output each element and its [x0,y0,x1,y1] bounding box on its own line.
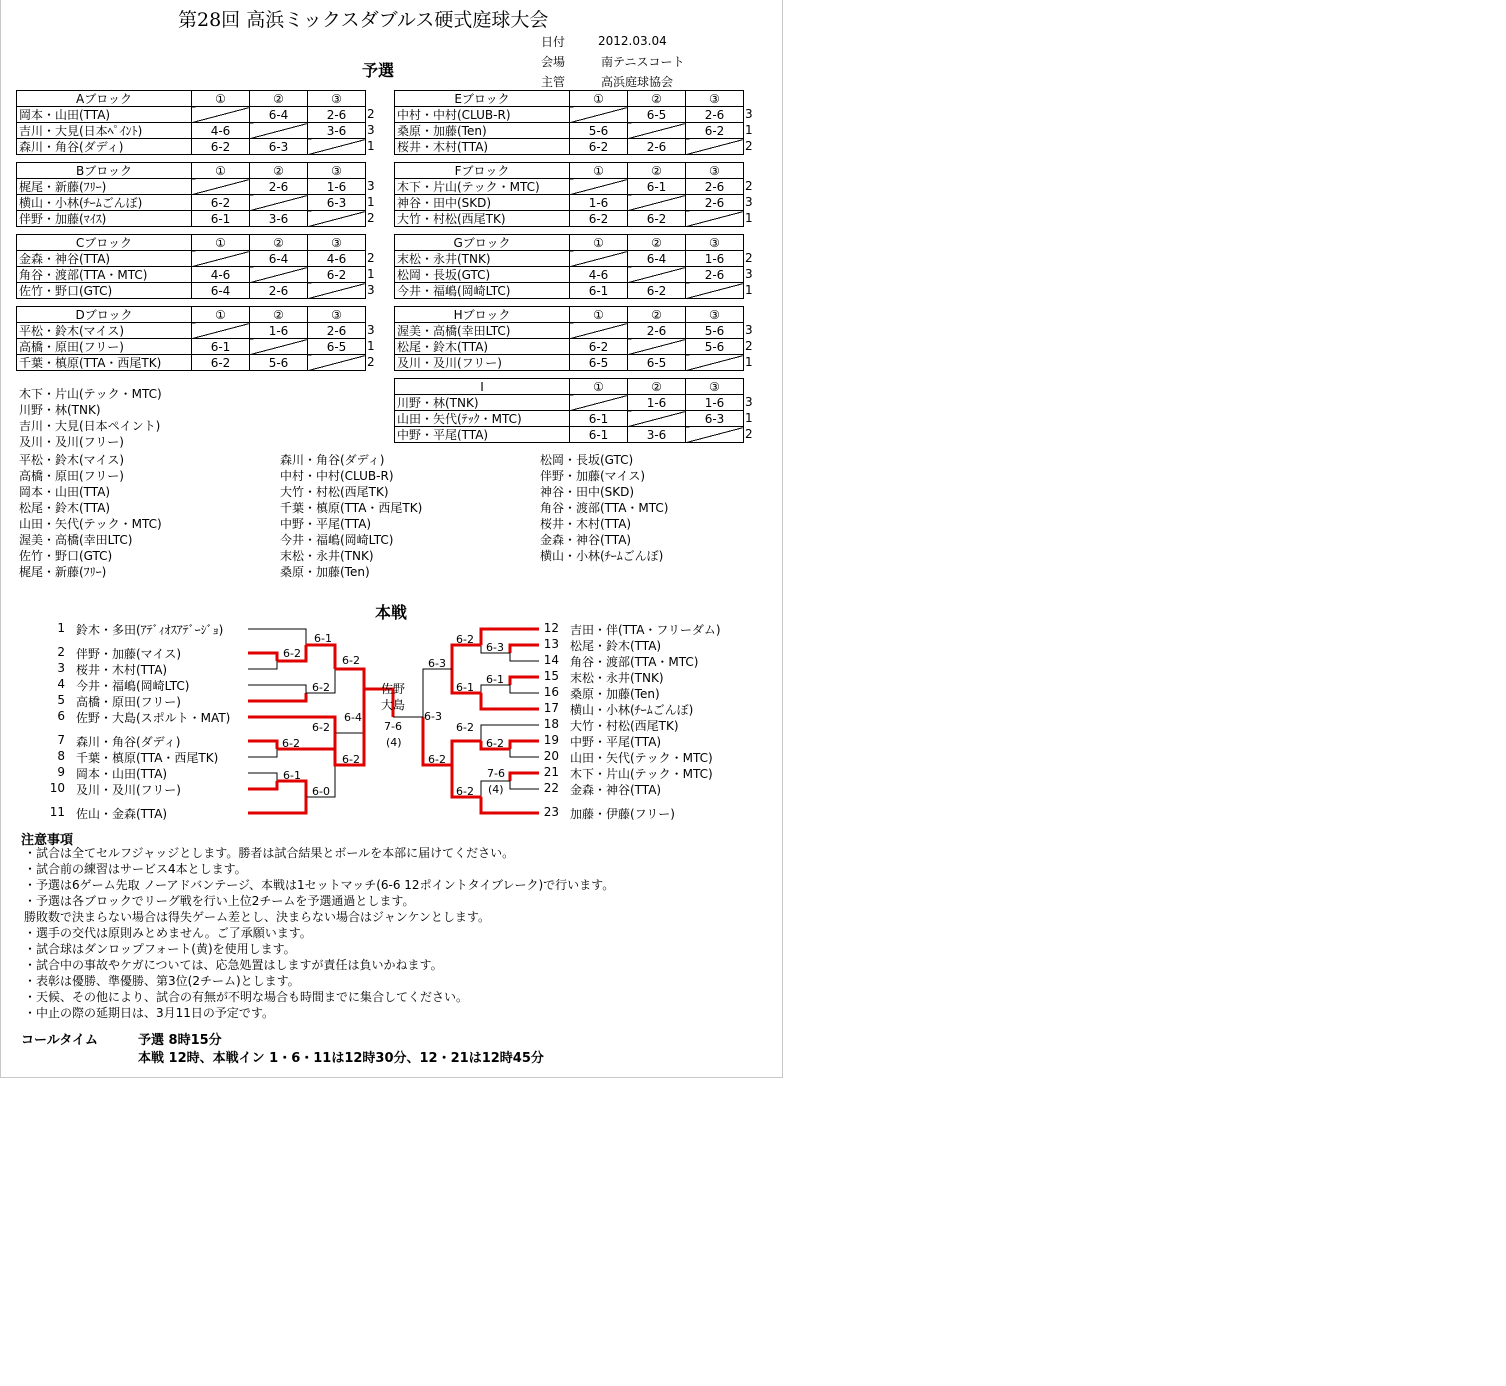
bracket-line [248,653,277,661]
block-col-header: ① [192,307,250,323]
draw-seed-number: 14 [543,653,559,667]
block-col-header: ② [250,235,308,251]
block-team-name: 松尾・鈴木(TTA) [395,339,570,355]
draw-player-name: 及川・及川(フリー) [76,783,181,797]
block-team-name: 平松・鈴木(マイス) [17,323,192,339]
block-score-cell: 6-5 [628,107,686,123]
block-rank: 3 [745,395,753,409]
block-col-header: ③ [686,379,744,395]
bracket-line [248,797,306,813]
bracket-line [248,781,277,789]
date-value: 2012.03.04 [598,34,667,48]
block-col-header: ③ [686,307,744,323]
block-score-cell: 6-2 [308,267,366,283]
note-item: ・中止の際の延期日は、3月11日の予定です。 [24,1006,274,1020]
draw-player-name: 加藤・伊藤(フリー) [570,807,675,821]
block-score-cell: 2-6 [628,139,686,155]
bracket-score: 6-3 [424,710,442,723]
draw-player-name: 桜井・木村(TTA) [76,663,168,677]
block-rank: 3 [367,323,375,337]
bracket-line [306,645,335,669]
block-rank: 1 [745,283,753,297]
block-col-header: ① [570,379,628,395]
block-team-name: 森川・角谷(ダディ) [17,139,192,155]
bracket-line [510,685,539,693]
block-team-name: 角谷・渡部(TTA・MTC) [17,267,192,283]
block-score-cell: 6-1 [570,283,628,299]
block-team-name: 末松・永井(TNK) [395,251,570,267]
block-col-header: ② [628,163,686,179]
list-item: 桑原・加藤(Ten) [280,565,370,579]
draw-seed-number: 13 [543,637,559,651]
block-rank: 3 [745,267,753,281]
block-title: Fブロック [395,163,570,179]
block-team-name: 川野・林(TNK) [395,395,570,411]
bracket-score: 6-3 [486,641,504,654]
bracket-score: 6-2 [342,654,360,667]
block-score-cell: 6-4 [628,251,686,267]
draw-seed-number: 8 [57,749,65,763]
block-score-cell: 2-6 [250,283,308,299]
block-rank: 3 [367,123,375,137]
main-heading: 本戦 [375,603,408,622]
draw-seed-number: 21 [543,765,559,779]
block-rank: 1 [745,411,753,425]
block-col-header: ② [250,307,308,323]
block-col-header: ① [192,91,250,107]
notes-list [24,845,614,1021]
block-score-cell: 6-2 [628,211,686,227]
bracket-line [481,685,510,693]
list-item: 川野・林(TNK) [19,403,101,417]
block-team-name: 千葉・槙原(TTA・西尾TK) [17,355,192,371]
venue-value: 南テニスコート [601,55,685,69]
venue-label: 会場 [541,55,566,69]
block-score-cell: 4-6 [192,123,250,139]
draw-player-name: 木下・片山(テック・MTC) [570,767,713,781]
bracket-line [452,741,481,765]
draw-player-name: 末松・永井(TNK) [570,671,664,685]
bracket-line [510,653,539,661]
bracket-score: 6-1 [456,681,474,694]
draw-player-name: 伴野・加藤(マイス) [76,647,182,661]
block-col-header: ① [570,307,628,323]
block-score-cell: 6-3 [308,195,366,211]
block-score-cell: 3-6 [628,427,686,443]
block-rank: 1 [745,355,753,369]
draw-player-name: 松尾・鈴木(TTA) [570,639,662,653]
note-item: ・試合球はダンロップフォート(黄)を使用します。 [24,942,296,956]
draw-seed-number: 16 [543,685,559,699]
block-team-name: 岡本・山田(TTA) [17,107,192,123]
block-rank: 1 [367,339,375,353]
bracket-line [248,741,277,749]
block-team-name: 大竹・村松(西尾TK) [395,211,570,227]
block-score-cell: 5-6 [686,323,744,339]
draw-seed-number: 20 [543,749,559,763]
draw-player-name: 森川・角谷(ダディ) [76,735,181,749]
draw-player-name: 吉田・伴(TTA・フリーダム) [570,623,721,637]
block-team-name: 桜井・木村(TTA) [395,139,570,155]
block-col-header: ③ [308,235,366,251]
block-score-cell: 4-6 [570,267,628,283]
block-score-cell: 6-4 [250,107,308,123]
block-col-header: ① [192,163,250,179]
bracket-score: 6-2 [282,737,300,750]
draw-seed-number: 4 [57,677,65,691]
list-item: 末松・永井(TNK) [280,549,374,563]
note-item: 勝敗数で決まらない場合は得失ゲーム差とし、決まらない場合はジャンケンとします。 [24,910,490,924]
block-team-name: 木下・片山(テック・MTC) [395,179,570,195]
draw-player-name: 横山・小林(ﾁｰﾑごんぼ) [570,703,694,717]
block-score-cell: 2-6 [686,179,744,195]
bracket-score: 6-2 [456,785,474,798]
draw-seed-number: 7 [57,733,65,747]
bracket-score: 6-0 [312,785,330,798]
block-score-cell: 5-6 [686,339,744,355]
bracket-score: 6-4 [344,711,362,724]
bracket-score: 6-2 [486,737,504,750]
champion-name-1: 佐野 [381,682,406,696]
draw-seed-number: 12 [543,621,559,635]
block-score-cell: 2-6 [628,323,686,339]
block-score-cell: 6-5 [308,339,366,355]
block-rank: 3 [367,179,375,193]
bracket-line [510,773,539,781]
block-col-header: ② [628,379,686,395]
block-rank: 2 [745,427,753,441]
block-team-name: 今井・福嶋(岡崎LTC) [395,283,570,299]
block-team-name: 山田・矢代(ﾃｯｸ・MTC) [395,411,570,427]
bracket-line [248,693,306,701]
block-team-name: 高橋・原田(フリー) [17,339,192,355]
block-col-header: ② [628,235,686,251]
block-col-header: ① [192,235,250,251]
draw-player-name: 桑原・加藤(Ten) [570,687,660,701]
bracket-line [510,741,539,749]
block-score-cell: 5-6 [570,123,628,139]
bracket-score: 6-2 [312,721,330,734]
bracket-line [248,661,277,669]
block-score-cell: 1-6 [308,179,366,195]
bracket-score: 6-2 [312,681,330,694]
bracket-line [452,645,481,669]
block-score-cell: 6-2 [192,139,250,155]
call-time-label: コールタイム [21,1033,98,1048]
bracket-line [248,749,277,757]
block-team-name: 佐竹・野口(GTC) [17,283,192,299]
block-score-cell: 2-6 [686,195,744,211]
note-item: ・試合は全てセルフジャッジとします。勝者は試合結果とボールを本部に届けてください。 [24,846,515,860]
bracket-score: 6-2 [456,633,474,646]
block-team-name: 金森・神谷(TTA) [17,251,192,267]
bracket-score: 6-1 [486,673,504,686]
draw-seed-number: 11 [49,805,65,819]
bracket-line [510,749,539,757]
bracket-score: (4) [488,783,504,796]
draw-seed-number: 15 [543,669,559,683]
block-rank: 2 [367,355,375,369]
list-item: 今井・福嶋(岡崎LTC) [280,533,394,547]
block-rank: 2 [367,251,375,265]
block-rank: 1 [745,211,753,225]
call-time-main: 本戦 12時、本戦イン 1・6・11は12時30分、12・21は12時45分 [138,1051,544,1066]
draw-seed-number: 5 [57,693,65,707]
bracket-line [335,669,364,689]
note-item: ・表彰は優勝、準優勝、第3位(2チーム)とします。 [24,974,300,988]
bracket-score: 7-6 [487,767,505,780]
block-team-name: 松岡・長坂(GTC) [395,267,570,283]
draw-seed-number: 17 [543,701,559,715]
list-item: 高橋・原田(フリー) [19,469,124,483]
draw-player-name: 高橋・原田(フリー) [76,695,181,709]
bracket-line [248,629,306,645]
block-score-cell: 3-6 [250,211,308,227]
date-label: 日付 [541,35,566,49]
draw-seed-number: 23 [543,805,559,819]
block-rank: 3 [367,283,375,297]
bracket-score: 6-2 [342,753,360,766]
block-rank: 1 [367,139,375,153]
block-score-cell: 6-5 [628,355,686,371]
block-score-cell: 4-6 [308,251,366,267]
block-score-cell: 1-6 [570,195,628,211]
block-score-cell: 4-6 [192,267,250,283]
bracket-line [510,781,539,789]
block-score-cell: 6-2 [628,283,686,299]
block-title: Hブロック [395,307,570,323]
champion-name-2: 大島 [381,698,406,712]
list-item: 山田・矢代(テック・MTC) [19,517,162,531]
block-score-cell: 6-2 [192,195,250,211]
prelim-heading: 予選 [362,61,395,80]
bracket-line [481,693,539,709]
draw-player-name: 今井・福嶋(岡崎LTC) [76,679,190,693]
list-item: 桜井・木村(TTA) [540,517,632,531]
list-item: 岡本・山田(TTA) [19,485,111,499]
block-team-name: 伴野・加藤(ﾏｲｽ) [17,211,192,227]
note-item: ・試合中の事故やケガについては、応急処置はしますが責任は負いかねます。 [24,958,443,972]
block-rank: 2 [745,139,753,153]
block-team-name: 中野・平尾(TTA) [395,427,570,443]
block-score-cell: 6-2 [570,211,628,227]
list-item: 森川・角谷(ダディ) [280,453,385,467]
bracket-line [277,781,306,797]
note-item: ・予選は各ブロックでリーグ戦を行い上位2チームを予選通過とします。 [24,894,415,908]
list-item: 角谷・渡部(TTA・MTC) [540,501,669,515]
block-rank: 2 [367,107,375,121]
bracket-line [248,773,277,781]
bracket-score: 6-2 [283,647,301,660]
list-item: 神谷・田中(SKD) [540,485,635,499]
draw-seed-number: 6 [57,709,65,723]
block-rank: 2 [367,211,375,225]
block-team-name: 梶尾・新藤(ﾌﾘｰ) [17,179,192,195]
block-col-header: ③ [686,163,744,179]
list-item: 渥美・高橋(幸田LTC) [19,533,133,547]
block-rank: 3 [745,323,753,337]
block-col-header: ① [570,163,628,179]
call-time-prelim: 予選 8時15分 [138,1033,222,1048]
block-score-cell: 2-6 [250,179,308,195]
block-col-header: ③ [308,163,366,179]
block-score-cell: 1-6 [686,395,744,411]
block-score-cell: 2-6 [686,107,744,123]
list-item: 佐竹・野口(GTC) [19,549,113,563]
draw-seed-number: 2 [57,645,65,659]
block-score-cell: 6-1 [570,411,628,427]
list-item: 中村・中村(CLUB-R) [280,469,394,483]
block-col-header: ③ [308,91,366,107]
block-col-header: ③ [686,235,744,251]
block-score-cell: 6-5 [570,355,628,371]
note-item: ・試合前の練習はサービス4本とします。 [24,862,247,876]
list-item: 松岡・長坂(GTC) [540,453,634,467]
block-team-name: 神谷・田中(SKD) [395,195,570,211]
draw-player-name: 中野・平尾(TTA) [570,735,662,749]
bracket-score: 6-2 [428,753,446,766]
block-title: I [395,379,570,395]
draw-player-name: 佐山・金森(TTA) [76,807,168,821]
draw-player-name: 岡本・山田(TTA) [76,767,168,781]
list-item: 吉川・大見(日本ペイント) [19,419,161,433]
bracket-line [248,685,306,693]
block-title: Aブロック [17,91,192,107]
list-item: 千葉・槙原(TTA・西尾TK) [280,501,423,515]
block-score-cell: 6-3 [250,139,308,155]
block-score-cell: 6-2 [686,123,744,139]
draw-seed-number: 3 [57,661,65,675]
block-title: Cブロック [17,235,192,251]
block-score-cell: 6-1 [628,179,686,195]
bracket-line [510,677,539,685]
list-item: 松尾・鈴木(TTA) [19,501,111,515]
draw-seed-number: 1 [57,621,65,635]
list-item: 木下・片山(テック・MTC) [19,387,162,401]
block-score-cell: 6-1 [192,211,250,227]
block-team-name: 渥美・高橋(幸田LTC) [395,323,570,339]
draw-seed-number: 19 [543,733,559,747]
block-rank: 1 [367,267,375,281]
block-col-header: ① [570,235,628,251]
draw-player-name: 金森・神谷(TTA) [570,783,662,797]
draw-seed-number: 22 [543,781,559,795]
block-score-cell: 3-6 [308,123,366,139]
block-col-header: ③ [686,91,744,107]
block-col-header: ② [628,307,686,323]
block-title: Dブロック [17,307,192,323]
draw-seed-number: 18 [543,717,559,731]
block-rank: 1 [745,123,753,137]
block-score-cell: 6-1 [570,427,628,443]
host-value: 高浜庭球協会 [601,75,674,89]
draw-player-name: 千葉・槙原(TTA・西尾TK) [76,751,219,765]
draw-seed-number: 9 [57,765,65,779]
block-rank: 3 [745,107,753,121]
bracket-score: 6-2 [456,721,474,734]
draw-seed-number: 10 [49,781,65,795]
block-score-cell: 5-6 [250,355,308,371]
block-score-cell: 1-6 [250,323,308,339]
bracket-score: 6-1 [283,769,301,782]
block-score-cell: 2-6 [308,107,366,123]
bracket-line [510,645,539,653]
block-score-cell: 2-6 [686,267,744,283]
list-item: 梶尾・新藤(ﾌﾘｰ) [19,565,107,579]
block-score-cell: 6-2 [570,339,628,355]
block-col-header: ① [570,91,628,107]
list-item: 横山・小林(ﾁｰﾑごんぼ) [540,549,664,563]
block-col-header: ② [628,91,686,107]
block-team-name: 桑原・加藤(Ten) [395,123,570,139]
draw-player-name: 角谷・渡部(TTA・MTC) [570,655,699,669]
block-rank: 1 [367,195,375,209]
block-score-cell: 2-6 [308,323,366,339]
block-col-header: ③ [308,307,366,323]
block-score-cell: 1-6 [628,395,686,411]
block-col-header: ② [250,91,308,107]
bracket-line [481,797,539,813]
block-score-cell: 1-6 [686,251,744,267]
draw-player-name: 佐野・大島(スポルト・MAT) [76,711,231,725]
block-rank: 2 [745,251,753,265]
note-item: ・天候、その他により、試合の有無が不明な場合も時間までに集合してください。 [24,990,469,1004]
block-title: Bブロック [17,163,192,179]
note-item: ・選手の交代は原則みとめません。ご了承願います。 [24,926,312,940]
block-team-name: 中村・中村(CLUB-R) [395,107,570,123]
host-label: 主管 [541,75,566,89]
list-item: 平松・鈴木(マイス) [19,453,125,467]
page-title: 第28回 高浜ミックスダブルス硬式庭球大会 [178,9,549,31]
list-item: 中野・平尾(TTA) [280,517,372,531]
final-tiebreak: (4) [386,736,402,749]
note-item: ・予選は6ゲーム先取 ノーアドバンテージ、本戦は1セットマッチ(6-6 12ポイントタイブレーク)で行います。 [24,878,615,892]
block-score-cell: 6-3 [686,411,744,427]
draw-player-name: 大竹・村松(西尾TK) [570,719,679,733]
block-rank: 2 [745,339,753,353]
list-item: 大竹・村松(西尾TK) [280,485,389,499]
block-score-cell: 6-4 [250,251,308,267]
block-col-header: ② [250,163,308,179]
list-item: 金森・神谷(TTA) [540,533,632,547]
block-team-name: 横山・小林(ﾁｰﾑごんぼ) [17,195,192,211]
notes-title: 注意事項 [21,833,74,848]
draw-player-name: 山田・矢代(テック・MTC) [570,751,713,765]
block-rank: 3 [745,195,753,209]
list-item: 伴野・加藤(マイス) [540,469,646,483]
block-score-cell: 6-1 [192,339,250,355]
bracket-score: 6-1 [314,632,332,645]
block-score-cell: 6-4 [192,283,250,299]
final-score: 7-6 [384,720,402,733]
block-score-cell: 6-2 [192,355,250,371]
block-title: Eブロック [395,91,570,107]
block-team-name: 及川・及川(フリー) [395,355,570,371]
bracket-score: 6-3 [428,657,446,670]
block-team-name: 吉川・大見(日本ﾍﾟｲﾝﾄ) [17,123,192,139]
block-rank: 2 [745,179,753,193]
list-item: 及川・及川(フリー) [19,435,124,449]
draw-player-name: 鈴木・多田(ｱﾃﾞｨｵｽｱﾃﾞｰｼﾞｮ) [76,623,224,637]
block-score-cell: 6-2 [570,139,628,155]
block-title: Gブロック [395,235,570,251]
